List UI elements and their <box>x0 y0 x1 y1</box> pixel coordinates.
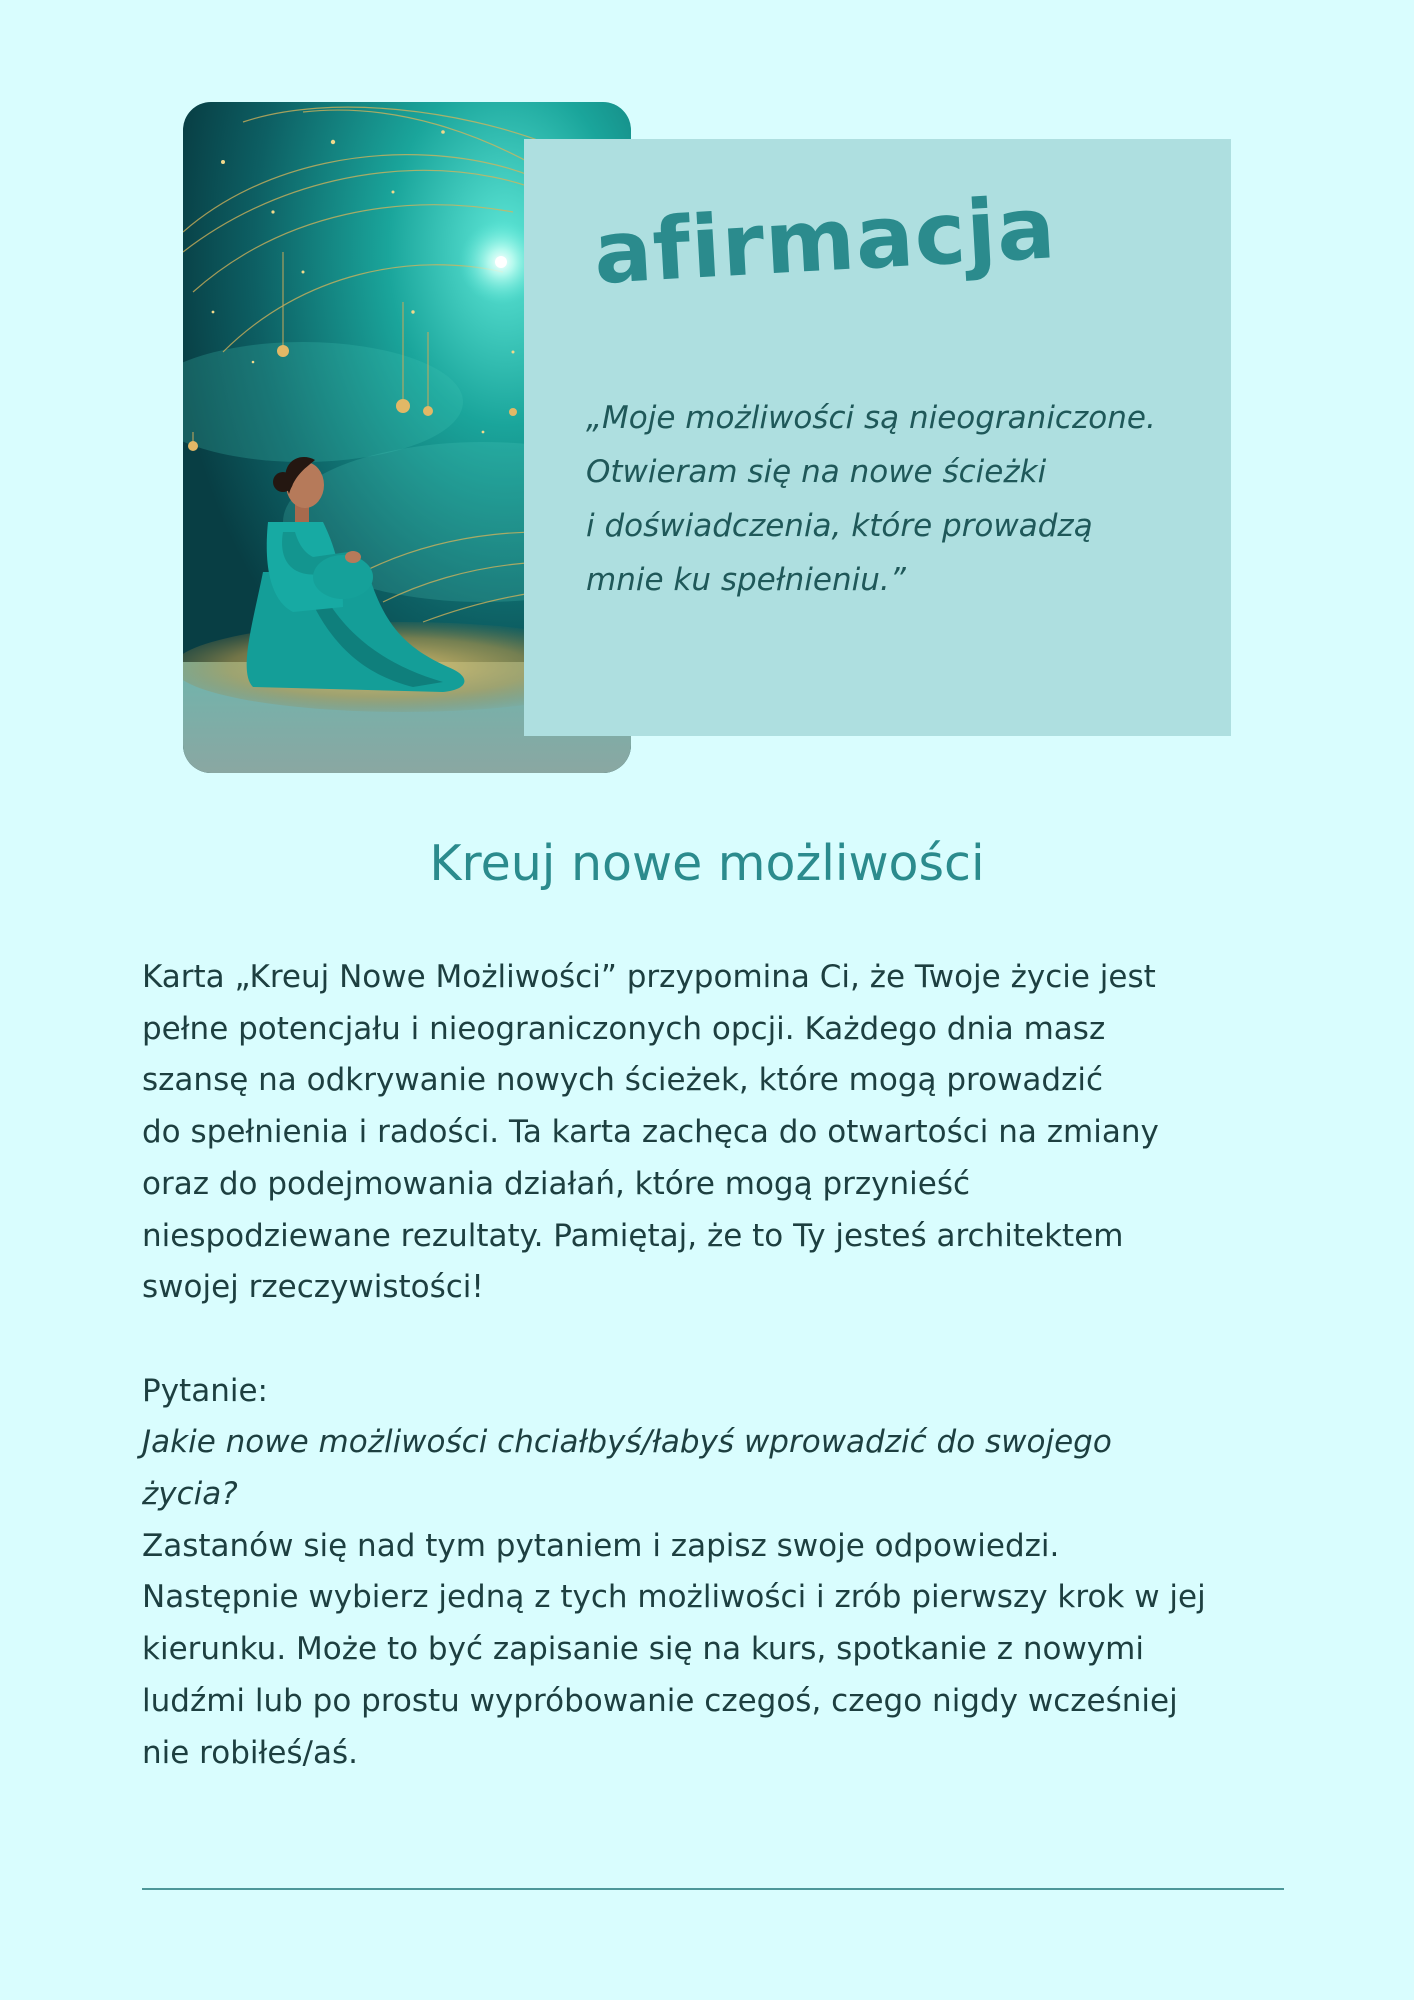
footer-divider <box>142 1888 1284 1890</box>
affirmation-quote: „Moje możliwości są nieograniczone. Otwieram się na nowe ścieżki i doświadczenia, które prowadzą mnie ku spełnieniu.” <box>586 400 1156 598</box>
card-heading: Kreuj nowe możliwości <box>429 835 985 892</box>
affirmation-box <box>524 139 1231 736</box>
card-description: Karta „Kreuj Nowe Możliwości” przypomina Ci, że Twoje życie jest pełne potencjału i nieograniczonych opcji. Każdego dnia masz szansę na odkrywanie nowych ścieżek, które mogą prowadzić do spełnienia i radości. Ta karta zachęca do otwartości na zmiany oraz do podejmowania działań, które mogą przynieść niespodziewane rezultaty. Pamiętaj, że to Ty jesteś architektem swojej rzeczywistości! <box>142 959 1159 1306</box>
card-body <box>142 952 1292 1779</box>
affirmation-title: afirmacja <box>591 178 1059 304</box>
instructions-text: Zastanów się nad tym pytaniem i zapisz swoje odpowiedzi. Następnie wybierz jedną z tych możliwości i zrób pierwszy krok w jej kierunku. Może to być zapisanie się na kurs, spotkanie z nowymi ludźmi lub po prostu wypróbowanie czegoś, czego nigdy wcześniej nie robiłeś/aś. <box>142 1527 1206 1771</box>
paragraph-spacer <box>142 1314 1292 1366</box>
question-text: Jakie nowe możliwości chciałbyś/łabyś wprowadzić do swojego życia? <box>142 1424 1112 1513</box>
question-label: Pytanie: <box>142 1372 268 1409</box>
